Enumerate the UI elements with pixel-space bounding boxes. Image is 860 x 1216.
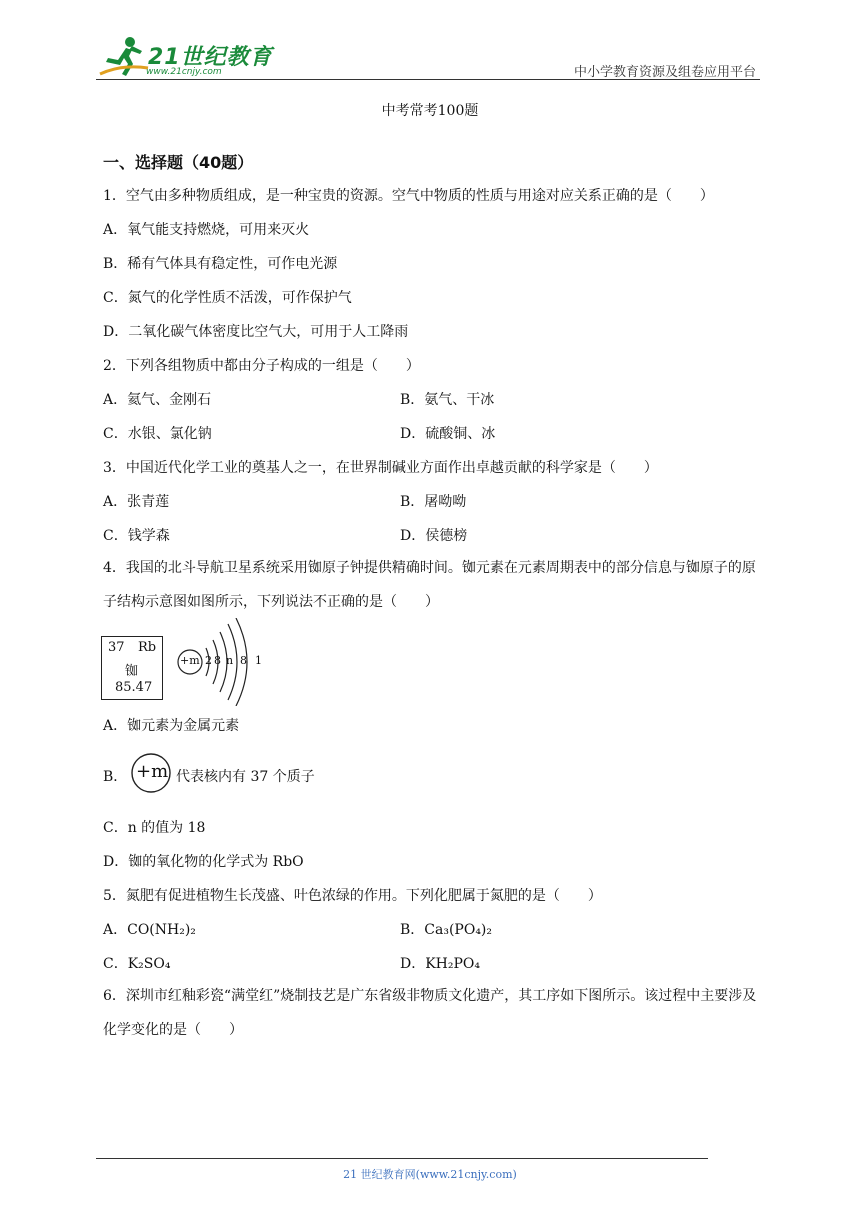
- atomic-number: 37: [108, 640, 125, 655]
- q5-option-a: A．CO(NH₂)₂: [103, 922, 196, 938]
- q4-option-b-text: 代表核内有 37 个质子: [176, 769, 315, 785]
- q3-stem: 3．中国近代化学工业的奠基人之一，在世界制碱业方面作出卓越贡献的科学家是（ ）: [103, 460, 658, 476]
- element-name: 铷: [125, 664, 139, 679]
- q3-option-a: A．张青莲: [103, 494, 170, 510]
- q2-option-a: A．氦气、金刚石: [103, 392, 212, 408]
- q5-option-d: D．KH₂PO₄: [400, 956, 481, 972]
- q1-option-a: A．氧气能支持燃烧，可用来灭火: [103, 222, 310, 238]
- shell-1-count: 2: [205, 654, 212, 667]
- q5-stem: 5．氮肥有促进植物生长茂盛、叶色浓绿的作用。下列化肥属于氮肥的是（ ）: [103, 888, 602, 904]
- q4-option-a: A．铷元素为金属元素: [103, 718, 240, 734]
- runner-logo-icon: [96, 34, 150, 80]
- q2-option-b: B．氨气、干冰: [400, 392, 495, 408]
- q4-option-c: C．n 的值为 18: [103, 820, 206, 836]
- q1-stem: 1．空气由多种物质组成，是一种宝贵的资源。空气中物质的性质与用途对应关系正确的是（ ）: [103, 188, 714, 204]
- shell-5-count: 1: [255, 654, 262, 667]
- nucleus-label: +m: [180, 654, 200, 667]
- shell-4-count: 8: [240, 654, 247, 667]
- q3-option-d: D．侯德榜: [400, 528, 468, 544]
- q5-option-c: C．K₂SO₄: [103, 956, 171, 972]
- platform-label: 中小学教育资源及组卷应用平台: [573, 65, 756, 80]
- logo-text: 21世纪教育: [148, 45, 273, 70]
- q5-option-b: B．Ca₃(PO₄)₂: [400, 922, 493, 938]
- document-title: 中考常考100题: [381, 103, 479, 119]
- atomic-mass: 85.47: [115, 680, 153, 695]
- q3-option-b: B．屠呦呦: [400, 494, 467, 510]
- q2-option-c: C．水银、氯化钠: [103, 426, 212, 442]
- q4-option-b-prefix: B．: [103, 769, 128, 785]
- q4-stem: 4．我国的北斗导航卫星系统采用铷原子钟提供精确时间。铷元素在元素周期表中的部分信息与铷原子的原子结构示意图如图所示，下列说法不正确的是（ ）: [103, 560, 756, 610]
- nucleus-symbol-label: +m: [136, 761, 169, 782]
- q1-option-c: C．氮气的化学性质不活泼，可作保护气: [103, 290, 352, 306]
- element-symbol: Rb: [138, 640, 157, 655]
- q3-option-c: C．钱学森: [103, 528, 170, 544]
- nucleus-symbol: [130, 753, 172, 793]
- q1-option-b: B．稀有气体具有稳定性，可作电光源: [103, 256, 338, 272]
- footer-source: 21 世纪教育网(www.21cnjy.com): [343, 1168, 517, 1181]
- element-card: [101, 636, 163, 700]
- atom-structure-diagram: [176, 618, 266, 706]
- q4-option-d: D．铷的氧化物的化学式为 RbO: [103, 854, 304, 870]
- header-divider: [96, 79, 760, 80]
- section-heading: 一、选择题（40题）: [103, 153, 254, 172]
- q2-option-d: D．硫酸铜、冰: [400, 426, 496, 442]
- q2-stem: 2．下列各组物质中都由分子构成的一组是（ ）: [103, 358, 420, 374]
- footer-divider: [96, 1158, 708, 1159]
- shell-3-count: n: [226, 654, 234, 667]
- shell-2-count: 8: [214, 654, 221, 667]
- q6-stem: 6．深圳市红釉彩瓷“满堂红”烧制技艺是广东省级非物质文化遗产，其工序如下图所示。该过程中主要涉及化学变化的是（ ）: [103, 988, 757, 1038]
- logo-url: www.21cnjy.com: [146, 67, 222, 77]
- q1-option-d: D．二氧化碳气体密度比空气大，可用于人工降雨: [103, 324, 409, 340]
